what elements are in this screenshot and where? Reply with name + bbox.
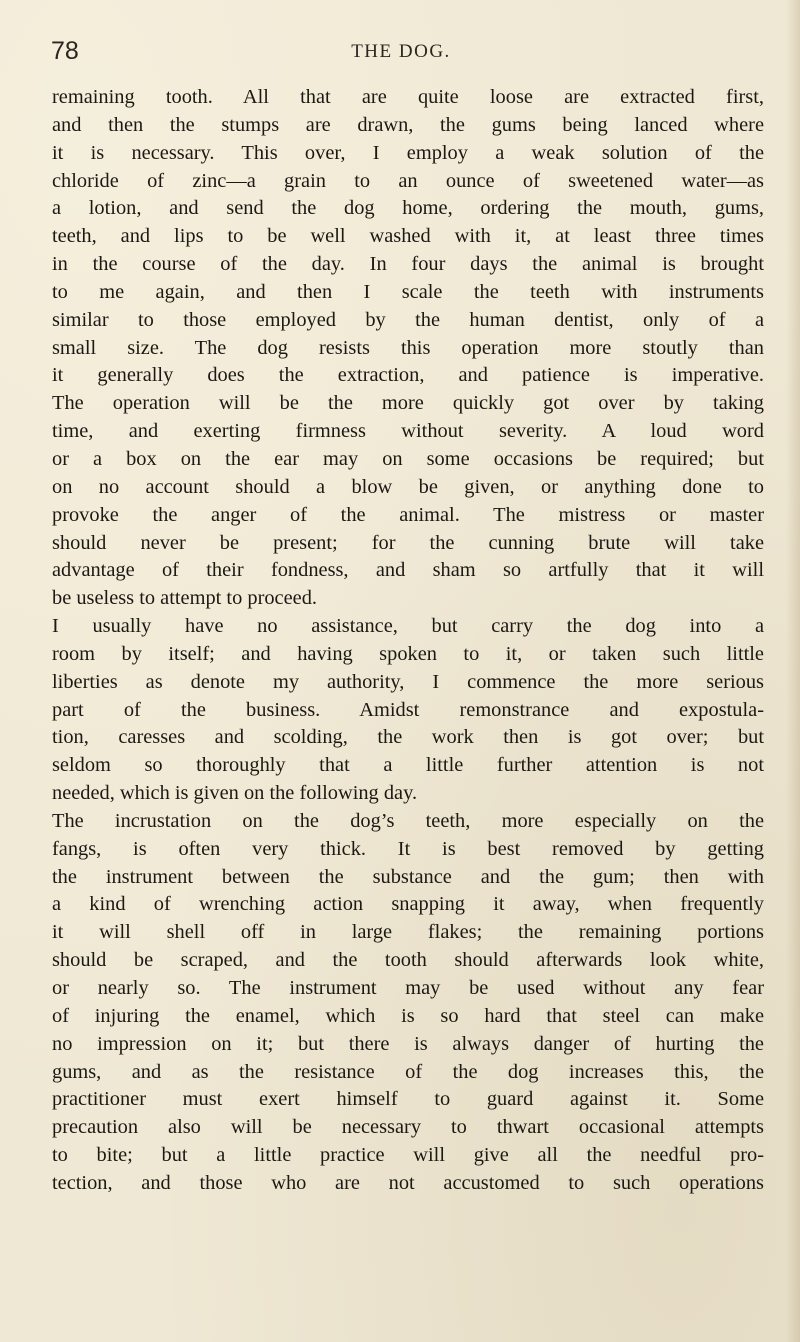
text-line: tion, caresses and scolding, the work then is got over; but [52, 726, 764, 749]
text-line: should be scraped, and the tooth should afterwards look white, [52, 949, 764, 972]
text-line: gums, and as the resistance of the dog increases this, the [52, 1060, 764, 1083]
text-line: it will shell off in large flakes; the remaining portions [52, 921, 764, 944]
text-line: the instrument between the substance and the gum; then with [52, 865, 764, 888]
text-line: time, and exerting firmness without severity. A loud word [52, 420, 764, 443]
text-line: similar to those employed by the human dentist, only of a [52, 308, 764, 331]
text-line: a kind of wrenching action snapping it away, when frequently [52, 893, 764, 916]
text-line: liberties as denote my authority, I commence the more serious [52, 670, 764, 693]
text-line: remaining tooth. All that are quite loose are extracted first, [52, 86, 764, 108]
page-number: 78 [51, 37, 79, 65]
text-line: part of the business. Amidst remonstrance and expostula- [52, 698, 764, 721]
text-line: teeth, and lips to be well washed with it, at least three times [52, 225, 764, 248]
text-line: seldom so thoroughly that a little further attention is not [52, 754, 764, 777]
text-line: fangs, is often very thick. It is best removed by getting [52, 837, 764, 860]
text-line: tection, and those who are not accustomed to such operations [52, 1171, 764, 1194]
paragraph-end-line: needed, which is given on the following day. [52, 782, 418, 805]
text-line: The operation will be the more quickly got over by taking [52, 392, 764, 415]
page-header [51, 34, 751, 68]
page-edge-shadow [786, 0, 800, 1342]
running-head: THE DOG. [351, 41, 451, 62]
text-line: provoke the anger of the animal. The mistress or master [52, 503, 764, 526]
text-line: advantage of their fondness, and sham so artfully that it will [52, 559, 764, 582]
text-line: to me again, and then I scale the teeth with instruments [52, 280, 764, 303]
text-line: it is necessary. This over, I employ a weak solution of the [52, 141, 764, 164]
text-line: no impression on it; but there is always danger of hurting the [52, 1032, 764, 1055]
text-line: and then the stumps are drawn, the gums being lanced where [52, 113, 764, 136]
paragraph-start-line: The incrustation on the dog’s teeth, more especially on the [52, 809, 764, 832]
paragraph-start-line: I usually have no assistance, but carry the dog into a [52, 615, 764, 638]
text-line: on no account should a blow be given, or anything done to [52, 475, 764, 498]
paragraph-end-line: be useless to attempt to proceed. [52, 587, 317, 610]
text-line: should never be present; for the cunning brute will take [52, 531, 764, 554]
text-line: a lotion, and send the dog home, ordering the mouth, gums, [52, 197, 764, 220]
text-line: chloride of zinc—a grain to an ounce of sweetened water—as [52, 169, 764, 192]
text-line: small size. The dog resists this operation more stoutly than [52, 336, 764, 359]
text-line: practitioner must exert himself to guard against it. Some [52, 1088, 764, 1111]
text-line: to bite; but a little practice will give all the needful pro- [52, 1144, 764, 1167]
text-line: or a box on the ear may on some occasions be required; but [52, 447, 764, 470]
text-line: or nearly so. The instrument may be used without any fear [52, 977, 764, 999]
text-line: precaution also will be necessary to thwart occasional attempts [52, 1116, 764, 1139]
text-line: in the course of the day. In four days the animal is brought [52, 253, 764, 276]
text-line: of injuring the enamel, which is so hard that steel can make [52, 1004, 764, 1027]
body-text [52, 84, 764, 1198]
text-line: room by itself; and having spoken to it, or taken such little [52, 642, 764, 665]
text-line: it generally does the extraction, and patience is imperative. [52, 364, 764, 387]
